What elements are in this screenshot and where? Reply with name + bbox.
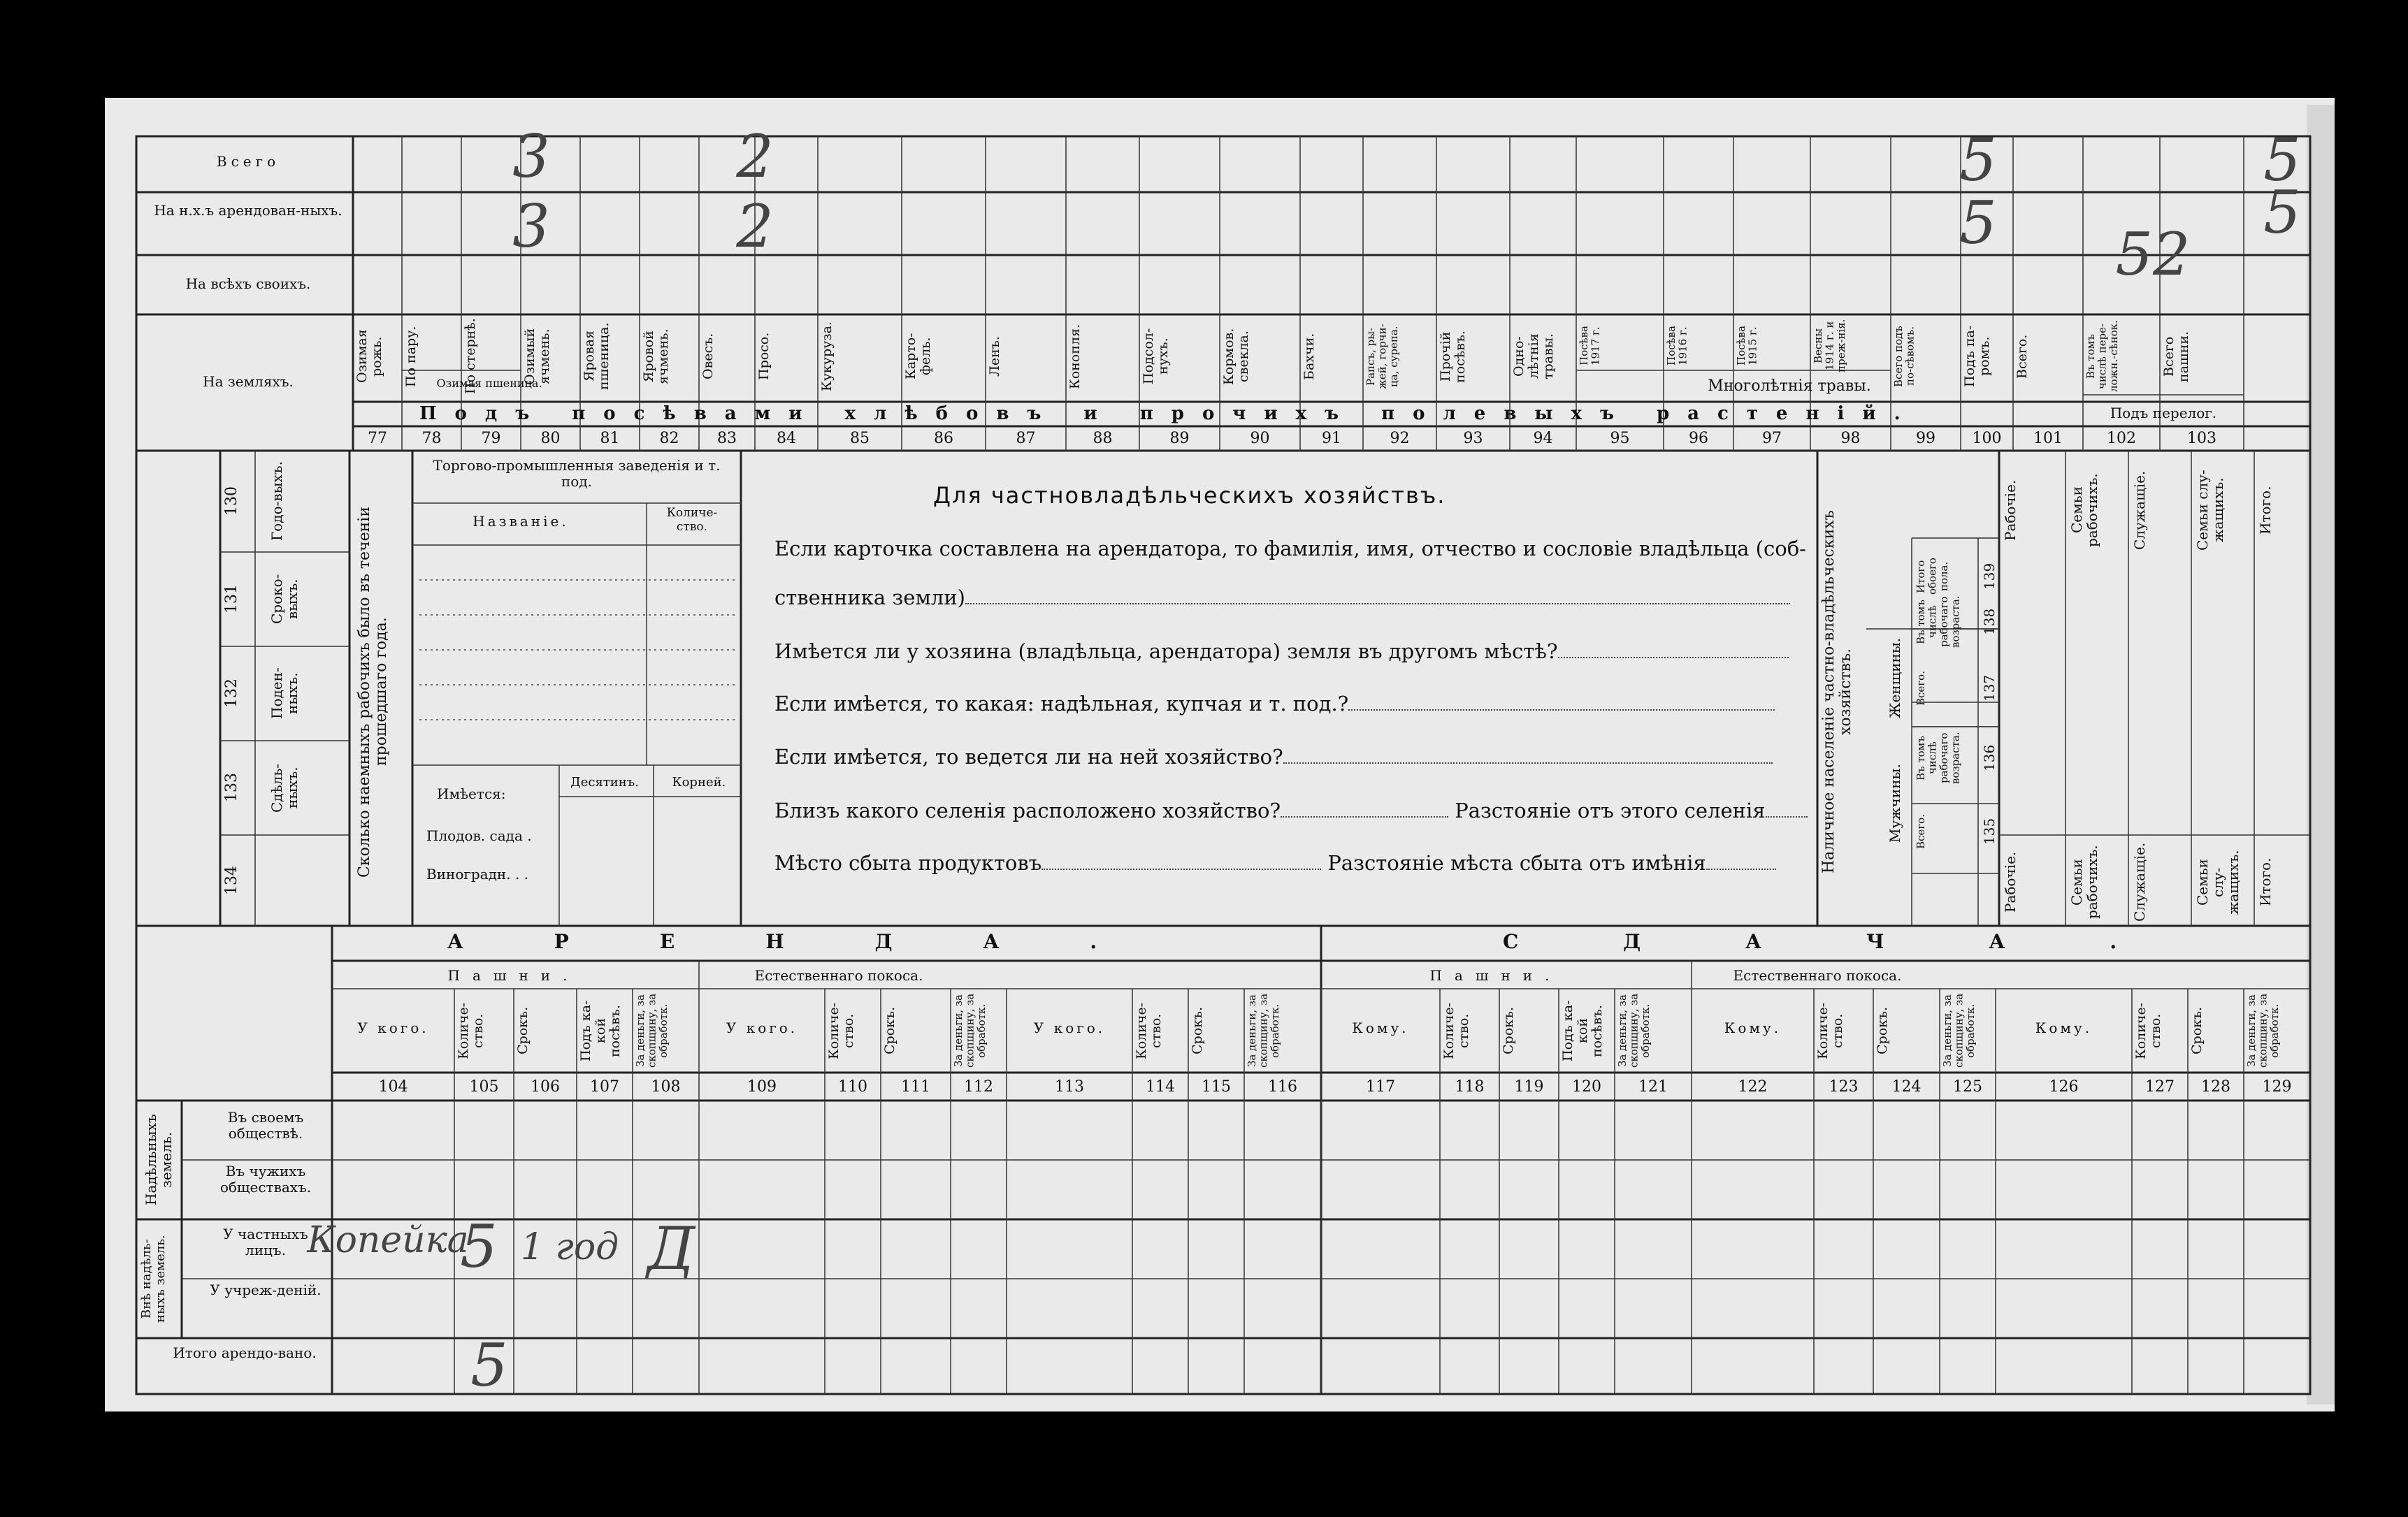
column-number: 112 bbox=[964, 1078, 993, 1096]
column-label: За деньги, за скопщину, за обработк. bbox=[2245, 993, 2281, 1068]
trade-qty-col: Количе-ство. bbox=[666, 506, 718, 534]
question-owner: Если карточка составлена на арендатора, то фамилiя, имя, отчество и сословiе владѣльца (соб- bbox=[774, 537, 1806, 560]
row-label-rented: На н.х.ъ арендован-ныхъ. bbox=[154, 202, 343, 219]
kornei-col: Корней. bbox=[672, 775, 726, 790]
column-label: Кому. bbox=[1724, 1019, 1782, 1036]
column-number: 109 bbox=[747, 1078, 777, 1096]
pop-right-label-top: Семьи рабочихъ. bbox=[2068, 473, 2100, 547]
column-number: 119 bbox=[1514, 1078, 1544, 1096]
column-number: 79 bbox=[481, 430, 501, 447]
fallow-group: Подъ перелог. bbox=[2110, 405, 2217, 421]
pop-col-label: Всего. bbox=[1915, 671, 1927, 706]
column-number: 126 bbox=[2049, 1078, 2079, 1096]
handwritten-value: 5 bbox=[2263, 178, 2301, 247]
group-non-allotment: Внѣ надѣль-ныхъ земель. bbox=[139, 1235, 168, 1323]
column-number: 95 bbox=[1610, 430, 1630, 447]
column-label: Одно-лѣтнiя травы. bbox=[1511, 333, 1556, 379]
handwritten-total: 5 bbox=[470, 1331, 508, 1400]
column-label: У кого. bbox=[1033, 1019, 1106, 1036]
column-number: 118 bbox=[1455, 1078, 1485, 1096]
men-label: Мужчины. bbox=[1887, 764, 1903, 843]
column-number: 116 bbox=[1268, 1078, 1297, 1096]
column-label: Подъ ка-кой посѣвъ. bbox=[1560, 1000, 1605, 1061]
column-label: У кого. bbox=[726, 1019, 798, 1036]
private-farm-title: Для частновладѣльческихъ хозяйствъ. bbox=[933, 482, 1446, 509]
row-private-persons: У частныхъ лицъ. bbox=[223, 1226, 308, 1258]
column-number: 106 bbox=[531, 1078, 560, 1096]
handwritten-quantity: 5 bbox=[460, 1212, 498, 1281]
column-number: 128 bbox=[2201, 1078, 2230, 1096]
column-label: Кому. bbox=[1352, 1019, 1409, 1036]
crops-banner: Подъ посѣвами хлѣбовъ и прочихъ полевыхъ растенiй. bbox=[419, 403, 1919, 424]
column-number: 103 bbox=[2187, 430, 2216, 447]
handwritten-value: 2 bbox=[736, 192, 774, 261]
column-label: Всего пашни. bbox=[2161, 331, 2191, 382]
pop-col-number: 136 bbox=[1981, 744, 1998, 772]
column-label: Всего. bbox=[2014, 334, 2030, 379]
column-label: У кого. bbox=[357, 1019, 429, 1036]
column-label: Срокъ. bbox=[2189, 1006, 2205, 1055]
pop-right-label-top: Служащiе. bbox=[2131, 470, 2148, 550]
handwritten-lessor: Копейка bbox=[307, 1219, 469, 1261]
handwritten-value: 5 bbox=[1959, 126, 1997, 194]
pop-right-label-top: Семьи слу-жащихъ. bbox=[2194, 470, 2226, 551]
column-label: Всего подъ по-сѣвомъ. bbox=[1892, 326, 1917, 387]
column-label: Срокъ. bbox=[515, 1006, 531, 1055]
worker-col-label: Сроко-выхъ. bbox=[268, 574, 301, 625]
column-label: Ленъ. bbox=[987, 336, 1002, 377]
column-label: Кукуруза. bbox=[819, 321, 835, 392]
column-number: 85 bbox=[850, 430, 870, 447]
sublease-arable: Пашни. bbox=[1429, 967, 1562, 984]
column-label: Кому. bbox=[2035, 1019, 2093, 1036]
column-label: Посѣва 1915 г. bbox=[1735, 326, 1759, 366]
population-caption: Наличное населенiе частно-владѣльческихъ хозяйствъ. bbox=[1820, 510, 1855, 873]
column-number: 129 bbox=[2262, 1078, 2292, 1096]
handwritten-value: 5 bbox=[2263, 126, 2301, 194]
pop-right-label-top: Рабочiе. bbox=[2002, 479, 2019, 541]
pop-col-label: Въ томъ числѣ рабочаго возраста. bbox=[1915, 595, 1962, 648]
column-label: Карто-фель. bbox=[903, 333, 933, 380]
column-number: 96 bbox=[1689, 430, 1708, 447]
row-label-total: Всего bbox=[216, 153, 280, 170]
column-label: Подъ па-ромъ. bbox=[1962, 325, 1992, 388]
desyatin-col: Десятинъ. bbox=[570, 775, 639, 790]
question-land-type: Если имѣется, то какая: надѣльная, купчая и т. под.? bbox=[774, 692, 1775, 716]
column-number: 82 bbox=[659, 430, 679, 447]
pop-right-label-bottom: Рабочiе. bbox=[2002, 851, 2019, 913]
column-label: Яровой ячмень. bbox=[641, 328, 671, 384]
pop-right-label-bottom: Семьи рабочихъ. bbox=[2068, 845, 2100, 920]
column-label: Кормов. свекла. bbox=[1221, 328, 1251, 385]
column-label: Посѣва 1917 г. bbox=[1578, 326, 1602, 366]
column-number: 81 bbox=[600, 430, 620, 447]
pop-right-label-bottom: Итого. bbox=[2257, 857, 2274, 907]
women-label: Женщины. bbox=[1887, 637, 1903, 718]
column-number: 111 bbox=[901, 1078, 930, 1096]
lease-hayfield: Естественнаго покоса. bbox=[754, 967, 923, 984]
column-label: Рапсъ, ры-жей, горчи-ца, сурепа. bbox=[1364, 324, 1400, 389]
worker-col-number: 131 bbox=[223, 584, 240, 614]
row-institutions: У учреж-денiй. bbox=[210, 1282, 322, 1298]
column-label: Въ томъ числѣ пере-ложн.-сѣнок. bbox=[2084, 320, 2120, 393]
column-label: Количе-ство. bbox=[826, 1002, 856, 1059]
column-number: 114 bbox=[1146, 1078, 1175, 1096]
column-number: 105 bbox=[469, 1078, 499, 1096]
column-number: 124 bbox=[1891, 1078, 1922, 1096]
column-number: 87 bbox=[1016, 430, 1036, 447]
question-owner-cont: ственника земли) bbox=[774, 586, 1790, 609]
column-label: Подъ ка-кой посѣвъ. bbox=[578, 1000, 623, 1061]
trade-title: Торгово-промышленныя заведенiя и т. под. bbox=[433, 457, 721, 490]
handwritten-value: 3 bbox=[512, 192, 550, 261]
orchard-label: Плодов. сада . bbox=[426, 827, 532, 844]
column-label: За деньги, за скопщину, за обработк. bbox=[952, 993, 988, 1068]
column-label: За деньги, за скопщину, за обработк. bbox=[1616, 993, 1652, 1068]
column-label: По стернѣ. bbox=[463, 318, 478, 395]
column-label: Просо. bbox=[756, 332, 772, 381]
column-number: 117 bbox=[1366, 1078, 1395, 1096]
column-label: За деньги, за скопщину, за обработк. bbox=[1941, 993, 1977, 1068]
question-other-land: Имѣется ли у хозяина (владѣльца, арендатора) земля въ другомъ мѣстѣ? bbox=[774, 639, 1789, 663]
column-label: Количе-ство. bbox=[456, 1002, 486, 1059]
column-number: 110 bbox=[838, 1078, 867, 1096]
row-other-community: Въ чужихъ обществахъ. bbox=[219, 1163, 312, 1196]
column-label: Срокъ. bbox=[1190, 1006, 1205, 1055]
question-village: Близъ какого селенiя расположено хозяйство? Разстоянiе отъ этого селенiя bbox=[774, 799, 1808, 822]
pop-col-label: Всего. bbox=[1915, 814, 1927, 849]
sublease-hayfield: Естественнаго покоса. bbox=[1733, 967, 1902, 984]
column-number: 122 bbox=[1738, 1078, 1768, 1096]
column-label: Срокъ. bbox=[1501, 1006, 1516, 1055]
handwritten-payment: Д bbox=[647, 1214, 695, 1283]
worker-col-label: Годо-выхъ. bbox=[268, 461, 285, 542]
column-number: 99 bbox=[1916, 430, 1935, 447]
trade-name-col: Названiе. bbox=[473, 513, 569, 530]
column-number: 115 bbox=[1202, 1078, 1231, 1096]
column-label: Срокъ. bbox=[1875, 1006, 1890, 1055]
column-label: За деньги, за скопщину, за обработк. bbox=[1246, 993, 1281, 1068]
handwritten-value: 2 bbox=[736, 122, 774, 191]
column-label: За деньги, за скопщину, за обработк. bbox=[634, 993, 670, 1068]
pop-col-number: 135 bbox=[1981, 818, 1998, 845]
column-number: 77 bbox=[368, 430, 387, 447]
column-label: Подсол-нухъ. bbox=[1141, 328, 1171, 385]
column-label: Озимый ячмень. bbox=[522, 328, 552, 385]
column-label: Прочiй посѣвъ. bbox=[1438, 330, 1468, 383]
pop-col-number: 137 bbox=[1981, 674, 1998, 702]
column-label: Овесъ. bbox=[700, 333, 716, 380]
pop-col-label: Итого обоего пола. bbox=[1915, 558, 1950, 595]
column-number: 78 bbox=[421, 430, 442, 447]
column-number: 97 bbox=[1762, 430, 1782, 447]
sublease-header: СДАЧА. bbox=[1503, 930, 2222, 953]
column-number: 94 bbox=[1533, 430, 1553, 447]
column-number: 100 bbox=[1972, 430, 2002, 447]
group-allotment: Надѣльныхъ земель. bbox=[143, 1114, 175, 1206]
column-number: 88 bbox=[1093, 430, 1113, 447]
worker-col-number: 132 bbox=[223, 678, 240, 709]
column-label: Конопля. bbox=[1067, 324, 1083, 389]
column-number: 90 bbox=[1250, 430, 1270, 447]
lease-arable: Пашни. bbox=[447, 967, 580, 984]
handwritten-value: 52 bbox=[2115, 220, 2191, 289]
column-label: Количе-ство. bbox=[1134, 1002, 1164, 1059]
worker-col-label: Сдѣль-ныхъ. bbox=[268, 763, 301, 813]
column-number: 86 bbox=[934, 430, 953, 447]
column-number: 101 bbox=[2033, 430, 2063, 447]
perennial-grass-group: Многолѣтнiя травы. bbox=[1708, 377, 1871, 395]
row-label-lands: На земляхъ. bbox=[203, 373, 294, 390]
column-label: Весны 1914 г. и преж-нiя. bbox=[1812, 319, 1847, 373]
column-number: 89 bbox=[1169, 430, 1190, 447]
column-label: Яровая пшеница. bbox=[582, 322, 612, 391]
column-label: Срокъ. bbox=[882, 1006, 897, 1055]
pop-col-label: Въ томъ числѣ рабочаго возраста. bbox=[1915, 732, 1962, 785]
pop-right-label-bottom: Семьи слу-жащихъ. bbox=[2194, 850, 2242, 915]
row-label-own: На всѣхъ своихъ. bbox=[185, 275, 311, 292]
pop-col-number: 139 bbox=[1981, 562, 1998, 590]
column-number: 80 bbox=[540, 430, 561, 447]
column-number: 92 bbox=[1390, 430, 1410, 447]
column-label: Количе-ство. bbox=[1815, 1002, 1845, 1059]
worker-col-label: Поден-ныхъ. bbox=[268, 667, 301, 720]
worker-col-number: 130 bbox=[223, 486, 240, 516]
column-label: Количе-ство. bbox=[2133, 1002, 2163, 1059]
column-number: 108 bbox=[651, 1078, 681, 1096]
column-number: 83 bbox=[717, 430, 737, 447]
column-label: Озимая рожь. bbox=[354, 329, 384, 384]
column-number: 107 bbox=[590, 1078, 619, 1096]
column-label: Количе-ство. bbox=[1441, 1002, 1471, 1059]
column-number: 102 bbox=[2107, 430, 2136, 447]
vineyard-label: Виноградн. . . bbox=[426, 866, 529, 883]
lease-header: АРЕНДА. bbox=[447, 930, 1188, 953]
pop-col-number: 138 bbox=[1981, 608, 1998, 636]
column-number: 123 bbox=[1829, 1078, 1859, 1096]
column-number: 125 bbox=[1953, 1078, 1982, 1096]
hired-workers-caption: Сколько наемныхъ рабочихъ было въ теченiи прошедшаго года. bbox=[356, 506, 391, 878]
column-number: 121 bbox=[1638, 1078, 1668, 1096]
pop-right-label-top: Итого. bbox=[2257, 486, 2274, 535]
column-number: 120 bbox=[1572, 1078, 1601, 1096]
column-number: 104 bbox=[378, 1078, 408, 1096]
worker-col-number: 133 bbox=[223, 773, 240, 803]
winter-wheat-group: Озимая пшеница. bbox=[436, 377, 542, 390]
column-number: 113 bbox=[1055, 1078, 1084, 1096]
row-own-community: Въ своемъ обществѣ. bbox=[227, 1109, 304, 1142]
trade-has: Имѣется: bbox=[437, 785, 506, 802]
handwritten-value: 3 bbox=[512, 122, 550, 191]
handwritten-term: 1 год bbox=[520, 1226, 619, 1268]
handwritten-value: 5 bbox=[1959, 189, 1997, 257]
row-total-leased: Итого арендо-вано. bbox=[173, 1344, 317, 1361]
worker-col-number: 134 bbox=[223, 866, 240, 895]
column-label: Посѣва 1916 г. bbox=[1665, 326, 1689, 366]
column-number: 98 bbox=[1840, 430, 1861, 447]
column-number: 93 bbox=[1463, 430, 1483, 447]
column-number: 91 bbox=[1322, 430, 1341, 447]
column-label: По пару. bbox=[403, 326, 419, 387]
question-farming: Если имѣется, то ведется ли на ней хозяйство? bbox=[774, 745, 1773, 769]
question-market: Мѣсто сбыта продуктовъ Разстоянiе мѣста сбыта отъ имѣнiя bbox=[774, 851, 1776, 875]
column-label: Бахчи. bbox=[1302, 333, 1317, 380]
column-number: 84 bbox=[777, 430, 796, 447]
pop-right-label-bottom: Служащiе. bbox=[2131, 842, 2148, 922]
column-number: 127 bbox=[2145, 1078, 2175, 1096]
